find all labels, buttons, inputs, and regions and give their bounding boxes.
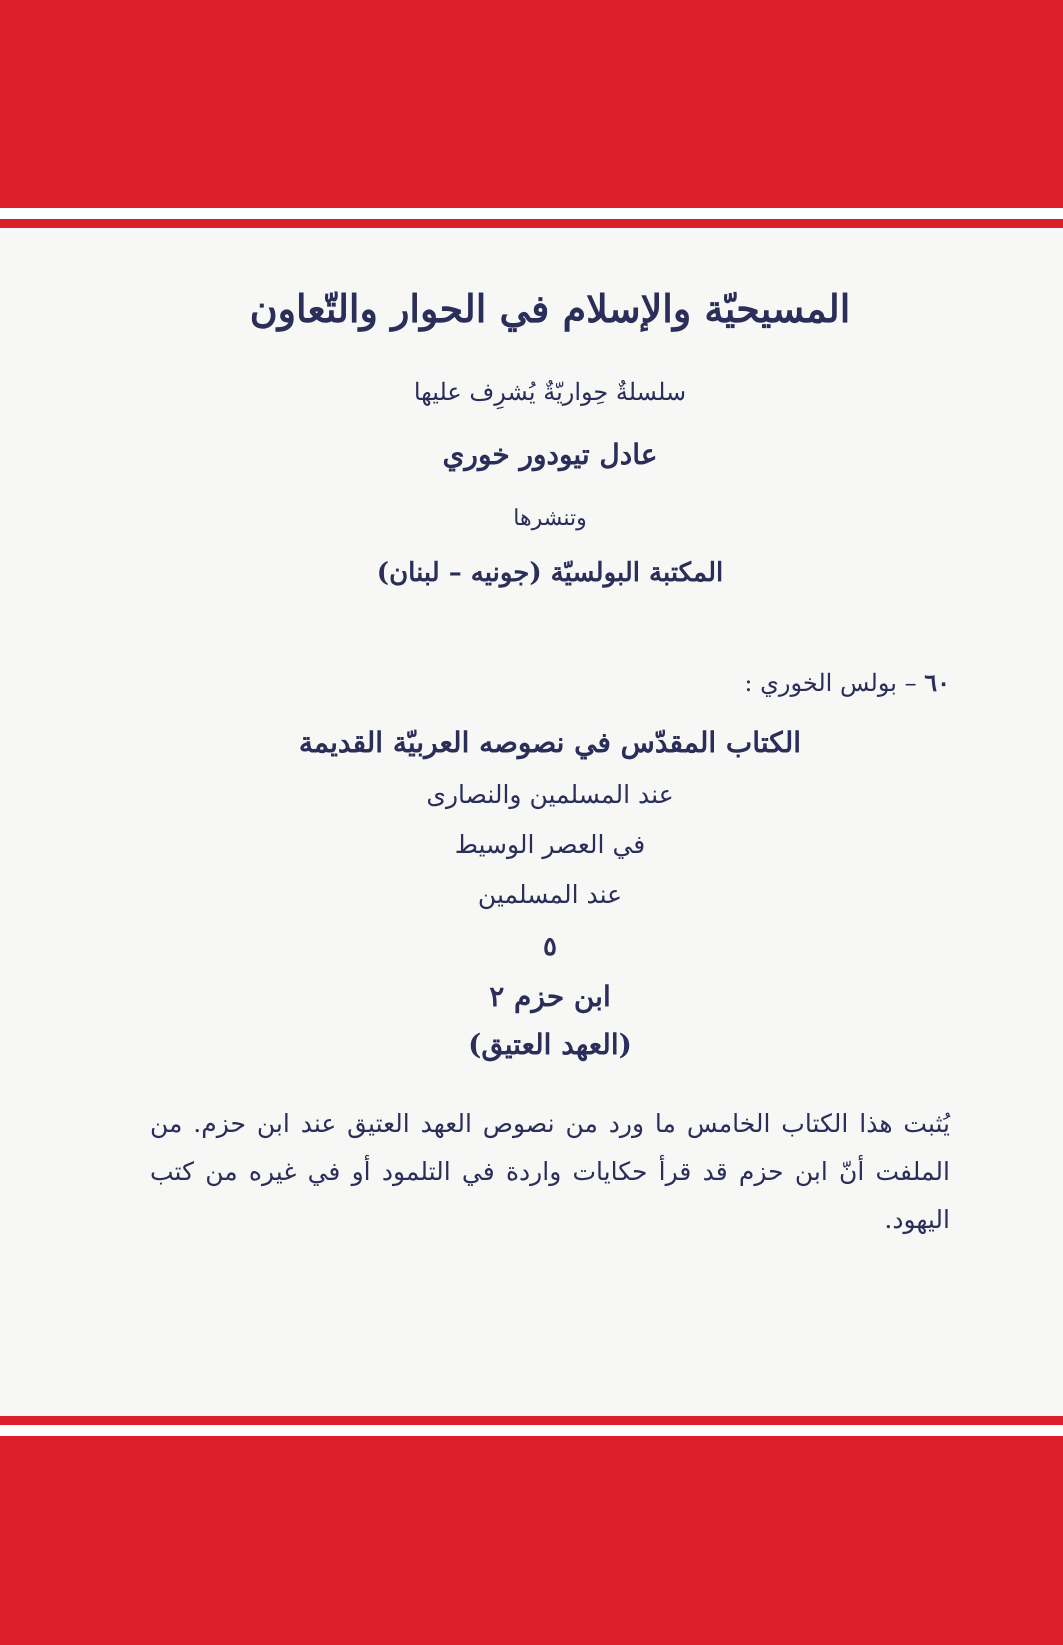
cover-text <box>150 228 950 1416</box>
book-subtitle-3: عند المسلمين <box>477 880 623 909</box>
publisher-name: المكتبة البولسيّة (جونيه – لبنان) <box>376 558 724 588</box>
part-number: ٥ <box>543 932 557 962</box>
bottom-red-stripe <box>0 1416 1063 1425</box>
editor-name: عادل تيودور خوري <box>442 438 658 471</box>
volume-separator: – <box>904 669 917 697</box>
volume-number: ٦٠ <box>924 668 950 697</box>
top-red-stripe <box>0 219 1063 228</box>
book-title: الكتاب المقدّس في نصوصه العربيّة القديمة <box>298 726 802 759</box>
series-subtitle: سلسلةٌ حِواريّةٌ يُشرِف عليها <box>413 378 687 406</box>
book-subtitle-1: عند المسلمين والنصارى <box>426 780 674 809</box>
book-description: يُثبت هذا الكتاب الخامس ما ورد من نصوص العهد العتيق عند ابن حزم. من الملفت أنّ ابن حزم قد قرأ حكايات واردة في التلمود أو في غيره من كتب اليهود. <box>150 1109 950 1234</box>
bottom-red-band <box>0 1436 1063 1645</box>
part-title: ابن حزم ٢ <box>489 980 611 1013</box>
volume-author: بولس الخوري : <box>744 669 897 697</box>
part-subtitle: (العهد العتيق) <box>468 1028 632 1061</box>
publisher-intro: وتنشرها <box>513 506 587 531</box>
series-title: المسيحيّة والإسلام في الحوار والتّعاون <box>249 286 851 331</box>
book-subtitle-2: في العصر الوسيط <box>454 830 646 859</box>
top-red-band <box>0 0 1063 208</box>
volume-line <box>150 668 950 697</box>
